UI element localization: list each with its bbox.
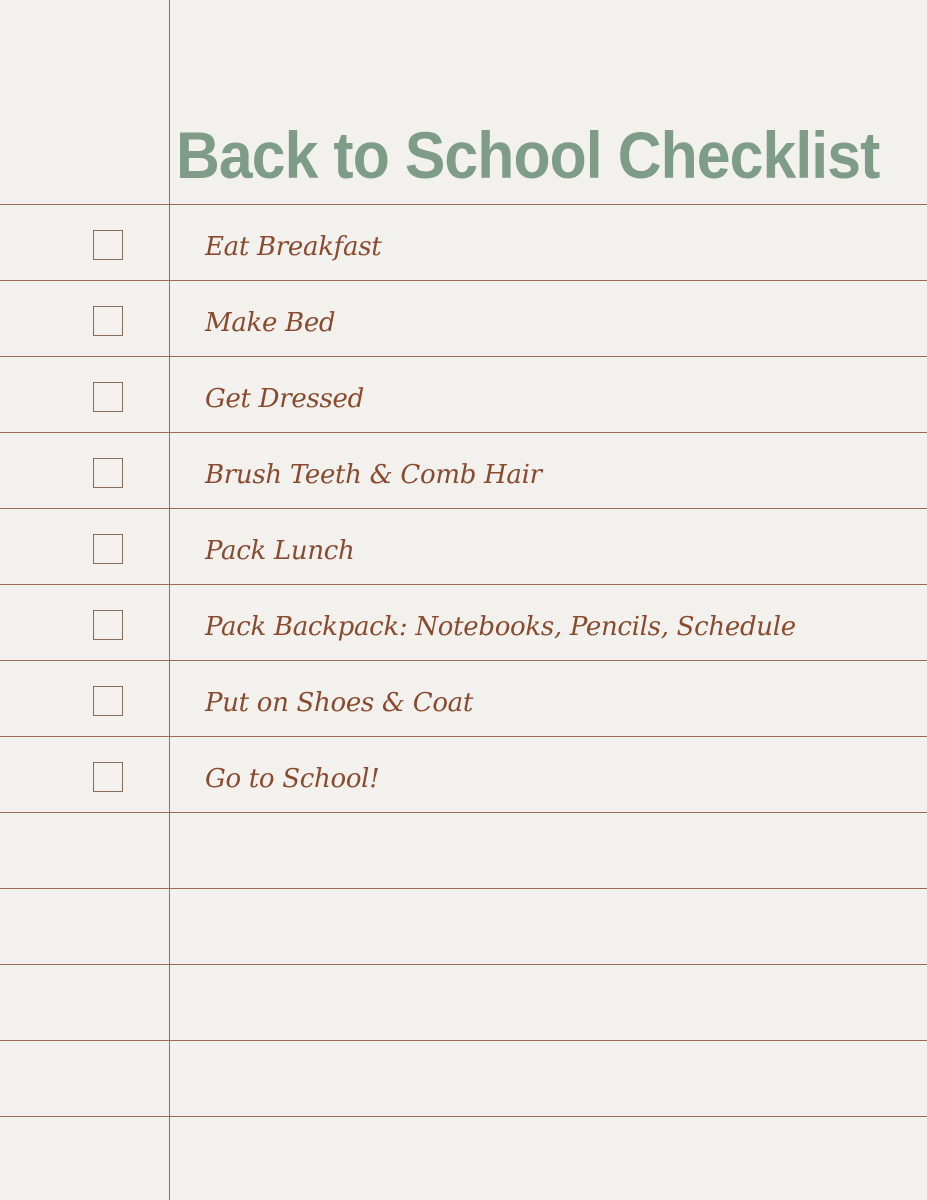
blank-ruled-row: [0, 1116, 927, 1192]
checkbox[interactable]: [93, 534, 123, 564]
checkbox[interactable]: [93, 382, 123, 412]
blank-ruled-row: [0, 964, 927, 1040]
checklist-row: [0, 660, 927, 736]
checklist-row: [0, 432, 927, 508]
checklist-item-label: Get Dressed: [205, 384, 364, 414]
page-title: Back to School Checklist: [176, 118, 880, 192]
checkbox[interactable]: [93, 762, 123, 792]
checklist-item-label: Go to School!: [205, 764, 380, 794]
blank-ruled-row: [0, 812, 927, 888]
checkbox[interactable]: [93, 458, 123, 488]
blank-ruled-row: [0, 1040, 927, 1116]
checklist-item-label: Eat Breakfast: [205, 232, 382, 262]
checkbox[interactable]: [93, 686, 123, 716]
checklist-item-label: Pack Backpack: Notebooks, Pencils, Schedule: [205, 612, 796, 642]
checklist-row: [0, 584, 927, 660]
checklist-item-label: Brush Teeth & Comb Hair: [205, 460, 542, 490]
checklist-item-label: Pack Lunch: [205, 536, 355, 566]
checklist-row: [0, 508, 927, 584]
checklist-item-label: Put on Shoes & Coat: [205, 688, 474, 718]
checklist-row: [0, 204, 927, 280]
checklist-item-label: Make Bed: [205, 308, 336, 338]
checklist-row: [0, 280, 927, 356]
checkbox[interactable]: [93, 610, 123, 640]
checkbox[interactable]: [93, 230, 123, 260]
checklist: [0, 204, 927, 1192]
checklist-row: [0, 736, 927, 812]
blank-ruled-row: [0, 888, 927, 964]
checkbox[interactable]: [93, 306, 123, 336]
checklist-row: [0, 356, 927, 432]
